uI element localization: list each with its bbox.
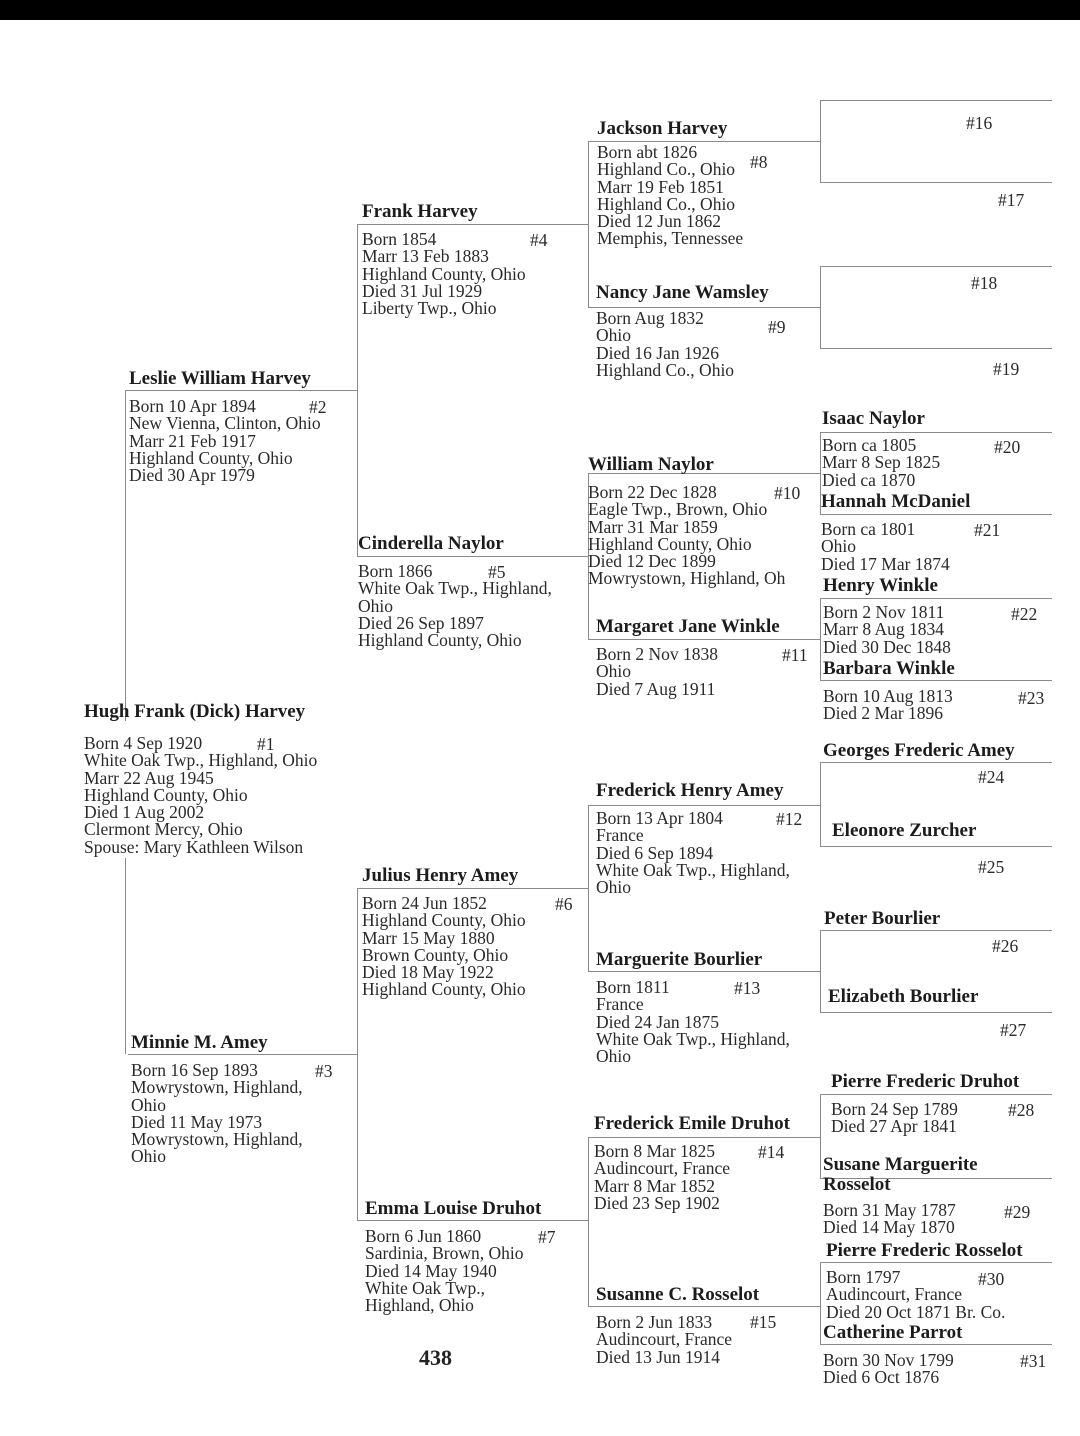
connector-line [820, 762, 821, 846]
connector-line [820, 1012, 1052, 1013]
person-details: Born 2 Nov 1811 Marr 8 Aug 1834 Died 30 Dec 1848 [823, 602, 951, 657]
person-name: Jackson Harvey [597, 118, 728, 139]
connector-line [588, 141, 589, 307]
connector-line [125, 391, 126, 721]
connector-line [588, 1137, 589, 1306]
person-13 [596, 949, 790, 1065]
ahnentafel-number: #22 [1011, 604, 1038, 624]
person-name: Frederick Henry Amey [596, 780, 784, 801]
person-details: Born ca 1805 Marr 8 Sep 1825 Died ca 1870 [822, 435, 941, 490]
person-details: Born 1854 Marr 13 Feb 1883 Highland County, Ohio Died 31 Jul 1929 Liberty Twp., Ohio [362, 229, 526, 319]
person-20 [822, 408, 940, 489]
ahnentafel-number: #25 [978, 857, 1005, 877]
connector-line [820, 266, 1052, 267]
person-name: Julius Henry Amey [362, 865, 519, 886]
ahnentafel-number: #7 [538, 1227, 556, 1247]
connector-line [820, 846, 1052, 847]
person-details: Born 10 Aug 1813 Died 2 Mar 1896 [823, 686, 953, 724]
person-name: Nancy Jane Wamsley [596, 282, 769, 303]
ahnentafel-number: #10 [774, 483, 801, 503]
person-21 [821, 491, 970, 573]
person-6 [362, 865, 526, 999]
top-border [0, 0, 1080, 20]
person-name: Catherine Parrot [823, 1322, 963, 1343]
person-details: Born 10 Apr 1894 New Vienna, Clinton, Ohio Marr 21 Feb 1917 Highland County, Ohio Died 30 Apr 1979 [129, 396, 321, 486]
person-15 [596, 1284, 759, 1366]
connector-line [820, 266, 821, 348]
person-details: Born 24 Sep 1789 Died 27 Apr 1841 [831, 1099, 958, 1137]
person-name: Elizabeth Bourlier [828, 986, 979, 1007]
person-2 [129, 368, 321, 484]
person-name: Pierre Frederic Druhot [831, 1071, 1020, 1092]
connector-line [820, 100, 821, 182]
person-details: Born 24 Jun 1852 Highland County, Ohio Marr 15 May 1880 Brown County, Ohio Died 18 May 1922 Highland County, Ohio [362, 893, 526, 1000]
ahnentafel-number: #6 [555, 894, 573, 914]
ahnentafel-number: #21 [974, 520, 1001, 540]
person-details: Born 1866 White Oak Twp., Highland, Ohio Died 26 Sep 1897 Highland County, Ohio [358, 561, 552, 651]
person-details: Born 1811 France Died 24 Jan 1875 White Oak Twp., Highland, Ohio [596, 977, 790, 1067]
person-name: Isaac Naylor [822, 408, 925, 429]
person-23 [823, 658, 955, 723]
person-28 [831, 1071, 1019, 1136]
person-9 [596, 282, 769, 379]
connector-line [820, 100, 1052, 101]
ahnentafel-number: #20 [994, 437, 1021, 457]
connector-line [820, 930, 1052, 931]
person-8 [597, 118, 743, 248]
person-details: Born 8 Mar 1825 Audincourt, France Marr 8 Mar 1852 Died 23 Sep 1902 [594, 1141, 731, 1213]
person-3 [131, 1032, 303, 1166]
ahnentafel-number: #5 [488, 562, 506, 582]
ahnentafel-number: #29 [1004, 1202, 1031, 1222]
ahnentafel-number: #26 [992, 936, 1019, 956]
connector-line [820, 598, 821, 680]
person-name: Peter Bourlier [824, 908, 941, 929]
ahnentafel-number: #4 [530, 230, 548, 250]
ahnentafel-number: #3 [315, 1061, 333, 1081]
person-name: Leslie William Harvey [129, 368, 311, 389]
connector-line [820, 762, 1052, 763]
person-27 [828, 986, 978, 1008]
person-details: Born 13 Apr 1804 France Died 6 Sep 1894 White Oak Twp., Highland, Ohio [596, 808, 790, 898]
person-details: Born 30 Nov 1799 Died 6 Oct 1876 [823, 1350, 954, 1388]
person-details: Born 2 Nov 1838 Ohio Died 7 Aug 1911 [596, 644, 719, 699]
person-details: Born ca 1801 Ohio Died 17 Mar 1874 [821, 519, 950, 574]
person-name: Hannah McDaniel [821, 491, 971, 512]
person-name: Hugh Frank (Dick) Harvey [84, 701, 306, 722]
connector-line [820, 348, 1052, 349]
person-details: Born Aug 1832 Ohio Died 16 Jan 1926 Highland Co., Ohio [596, 308, 735, 380]
ahnentafel-number: #2 [309, 397, 327, 417]
connector-line [357, 224, 358, 556]
ahnentafel-number: #16 [966, 113, 993, 133]
ahnentafel-number: #24 [978, 767, 1005, 787]
person-7 [365, 1198, 541, 1314]
person-details: Born 22 Dec 1828 Eagle Twp., Brown, Ohio Marr 31 Mar 1859 Highland County, Ohio Died 12 Dec 1899 Mowrystown, Highland, Oh [588, 482, 786, 589]
ahnentafel-number: #23 [1018, 688, 1045, 708]
ahnentafel-number: #8 [750, 152, 768, 172]
ahnentafel-number: #17 [998, 190, 1025, 210]
connector-line [820, 1262, 821, 1344]
person-name: Cinderella Naylor [358, 533, 504, 554]
person-name: Emma Louise Druhot [365, 1198, 542, 1219]
person-1 [84, 701, 317, 856]
ahnentafel-number: #13 [734, 978, 761, 998]
person-14 [594, 1113, 790, 1212]
person-name: Marguerite Bourlier [596, 949, 763, 970]
person-details: Born 6 Jun 1860 Sardinia, Brown, Ohio Died 14 May 1940 White Oak Twp., Highland, Ohio [365, 1226, 524, 1316]
connector-line [588, 805, 589, 971]
person-name: Susanne C. Rosselot [596, 1284, 760, 1305]
ahnentafel-number: #12 [776, 809, 803, 829]
ahnentafel-number: #14 [758, 1142, 785, 1162]
person-name: Pierre Frederic Rosselot [826, 1240, 1023, 1261]
connector-line [125, 858, 126, 1054]
person-details: Born 16 Sep 1893 Mowrystown, Highland, Ohio Died 11 May 1973 Mowrystown, Highland, Ohio [131, 1060, 303, 1167]
person-name: Minnie M. Amey [131, 1032, 268, 1053]
person-29 [823, 1155, 1048, 1237]
person-name: Frank Harvey [362, 201, 478, 222]
ahnentafel-number: #15 [750, 1312, 777, 1332]
person-name: Eleonore Zurcher [832, 820, 977, 841]
ahnentafel-number: #11 [782, 645, 808, 665]
ahnentafel-number: #18 [971, 273, 998, 293]
person-22 [823, 575, 951, 656]
connector-line [357, 888, 358, 1220]
person-name: Susane Marguerite Rosselot [823, 1154, 978, 1195]
person-name: Barbara Winkle [823, 658, 955, 679]
connector-line [820, 1094, 821, 1178]
person-details: Born 31 May 1787 Died 14 May 1870 [823, 1200, 956, 1238]
person-12 [596, 780, 790, 896]
person-11 [596, 616, 780, 698]
ahnentafel-number: #9 [768, 317, 786, 337]
ahnentafel-number: #1 [257, 734, 275, 754]
ahnentafel-number: #27 [1000, 1020, 1027, 1040]
person-details: Born 1797 Audincourt, France Died 20 Oct 1871 Br. Co. [826, 1267, 1006, 1322]
person-4 [362, 201, 526, 317]
ahnentafel-number: #28 [1008, 1100, 1035, 1120]
person-name: William Naylor [588, 454, 714, 475]
person-details: Born 4 Sep 1920 White Oak Twp., Highland, Ohio Marr 22 Aug 1945 Highland County, Ohio Died 1 Aug 2002 Clermont Mercy, Ohio Spouse: Mary Kathleen Wilson [84, 733, 318, 857]
person-25 [832, 820, 976, 842]
person-details: Born abt 1826 Highland Co., Ohio Marr 19 Feb 1851 Highland Co., Ohio Died 12 Jun 1862 Memphis, Tennessee [597, 142, 744, 249]
person-24 [823, 740, 1015, 762]
person-name: Georges Frederic Amey [823, 740, 1015, 761]
person-5 [358, 533, 552, 649]
ahnentafel-number: #31 [1020, 1351, 1047, 1371]
page-number: 438 [419, 1345, 452, 1370]
person-name: Frederick Emile Druhot [594, 1113, 790, 1134]
ahnentafel-number: #30 [978, 1269, 1005, 1289]
person-name: Henry Winkle [823, 575, 938, 596]
ahnentafel-number: #19 [993, 359, 1020, 379]
person-name: Margaret Jane Winkle [596, 616, 780, 637]
connector-line [820, 930, 821, 1012]
person-31 [823, 1322, 962, 1387]
person-10 [588, 454, 785, 588]
connector-line [820, 182, 1052, 183]
person-26 [824, 908, 940, 930]
person-details: Born 2 Jun 1833 Audincourt, France Died 13 Jun 1914 [596, 1312, 733, 1367]
